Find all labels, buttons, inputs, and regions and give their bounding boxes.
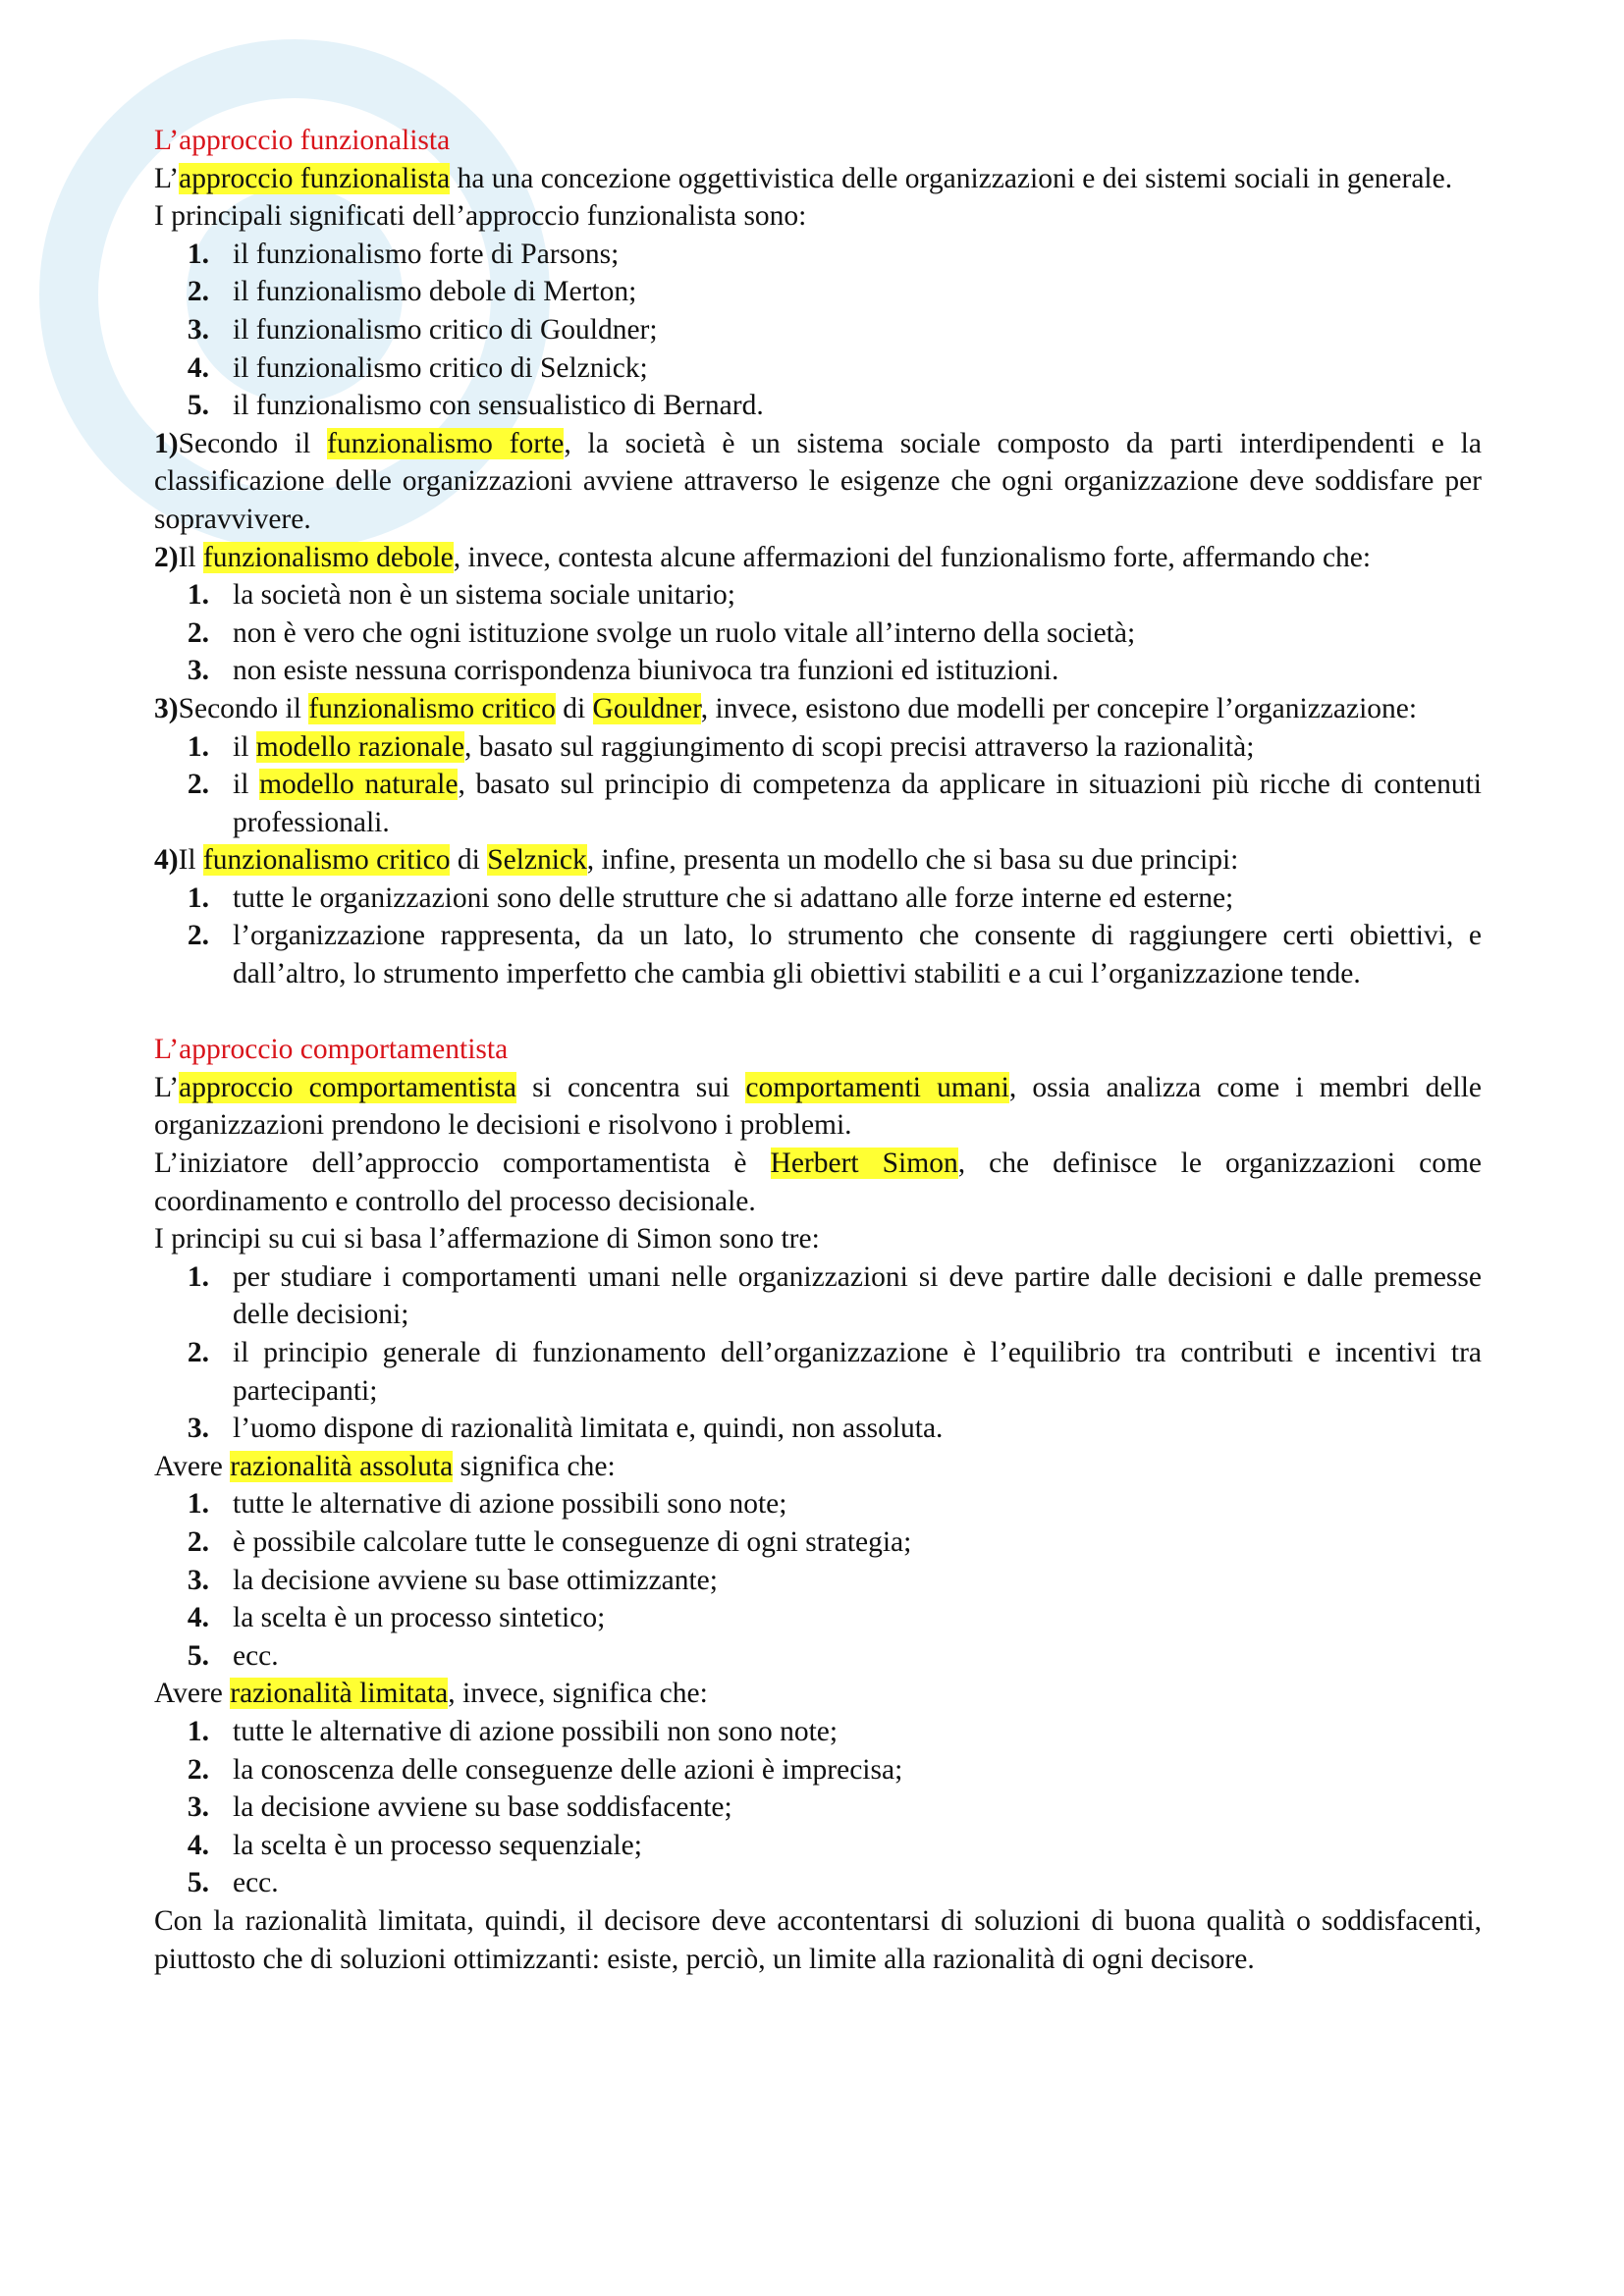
list-significati bbox=[154, 236, 1482, 425]
list-item: 3. non esiste nessuna corrispondenza biunivoca tra funzioni ed istituzioni. bbox=[187, 655, 1059, 687]
list-item: 2. l’organizzazione rappresenta, da un lato, lo strumento che consente di raggiungere certi obiettivi, e dall’altro, lo strumento imperfetto che cambia gli obiettivi stabiliti e a cui l’organizzazione tende. bbox=[187, 920, 1482, 990]
highlight: modello razionale bbox=[255, 730, 464, 763]
paragraph-lead-2: I principi su cui si basa l’affermazione di Simon sono tre: bbox=[154, 1223, 820, 1255]
list-item: 2. il principio generale di funzionamento dell’organizzazione è l’equilibrio tra contributi e incentivi tra partecipanti; bbox=[187, 1337, 1482, 1407]
list-item: 3. la decisione avviene su base soddisfacente; bbox=[187, 1791, 732, 1824]
list-assoluta bbox=[154, 1485, 1482, 1675]
highlight: Selznick bbox=[487, 844, 587, 877]
list-item: 5. ecc. bbox=[187, 1639, 279, 1672]
list-principi bbox=[154, 1258, 1482, 1448]
list-item: 2. non è vero che ogni istituzione svolge un ruolo vitale all’interno della società; bbox=[187, 616, 1136, 649]
highlight: Herbert Simon bbox=[770, 1148, 958, 1180]
paragraph-assoluta: Avere razionalità assoluta significa che: bbox=[154, 1450, 616, 1482]
document-page bbox=[154, 122, 1482, 1978]
highlight: modello naturale bbox=[259, 769, 459, 801]
highlight: razionalità assoluta bbox=[230, 1450, 454, 1482]
highlight: funzionalismo forte bbox=[327, 427, 565, 459]
list-item: 3. il funzionalismo critico di Gouldner; bbox=[187, 313, 658, 346]
paragraph-simon: L’iniziatore dell’approccio comportamentista è Herbert Simon, che definisce le organizzazioni come coordinamento e controllo del processo decisionale. bbox=[154, 1148, 1482, 1217]
highlight: approccio comportamentista bbox=[179, 1071, 516, 1103]
list-item: 1. per studiare i comportamenti umani nelle organizzazioni si deve partire dalle decisioni e dalle premesse delle decisioni; bbox=[187, 1260, 1482, 1331]
list-item: 1. il funzionalismo forte di Parsons; bbox=[187, 238, 620, 270]
highlight: approccio funzionalista bbox=[179, 162, 451, 194]
list-item: 4. la scelta è un processo sequenziale; bbox=[187, 1829, 642, 1861]
paragraph-debole: 2)Il funzionalismo debole, invece, contesta alcune affermazioni del funzionalismo forte, affermando che: bbox=[154, 541, 1372, 573]
list-item: 3. la decisione avviene su base ottimizzante; bbox=[187, 1564, 718, 1596]
highlight: razionalità limitata bbox=[230, 1678, 449, 1710]
list-item: 2. il funzionalismo debole di Merton; bbox=[187, 276, 637, 308]
list-item: 2. il modello naturale, basato sul principio di competenza da applicare in situazioni più ricche di contenuti professionali. bbox=[187, 769, 1482, 838]
list-debole bbox=[154, 576, 1482, 690]
highlight: comportamenti umani bbox=[745, 1071, 1009, 1103]
list-item: 5. ecc. bbox=[187, 1867, 279, 1899]
list-item: 2. la conoscenza delle conseguenze delle azioni è imprecisa; bbox=[187, 1753, 903, 1786]
list-item: 5. il funzionalismo con sensualistico di Bernard. bbox=[187, 390, 764, 422]
highlight: funzionalismo debole bbox=[202, 541, 454, 573]
paragraph-selznick: 4)Il funzionalismo critico di Selznick, infine, presenta un modello che si basa su due principi: bbox=[154, 844, 1239, 877]
list-item: 1. il modello razionale, basato sul raggiungimento di scopi precisi attraverso la razionalità; bbox=[187, 730, 1255, 763]
list-item: 1. tutte le alternative di azione possibili sono note; bbox=[187, 1488, 787, 1521]
paragraph-lead: I principali significati dell’approccio funzionalista sono: bbox=[154, 200, 807, 233]
section-title-comportamentista: L’approccio comportamentista bbox=[154, 1034, 509, 1066]
paragraph-intro-2: L’approccio comportamentista si concentra sui comportamenti umani, ossia analizza come i membri delle organizzazioni prendono le decisioni e risolvono i problemi. bbox=[154, 1071, 1482, 1142]
list-gouldner bbox=[154, 728, 1482, 842]
list-item: 1. la società non è un sistema sociale unitario; bbox=[187, 579, 736, 612]
list-item: 2. è possibile calcolare tutte le conseguenze di ogni strategia; bbox=[187, 1525, 912, 1558]
list-selznick bbox=[154, 880, 1482, 993]
list-item: 1. tutte le organizzazioni sono delle strutture che si adattano alle forze interne ed esterne; bbox=[187, 881, 1234, 914]
highlight: funzionalismo critico bbox=[202, 844, 451, 877]
list-item: 1. tutte le alternative di azione possibili non sono note; bbox=[187, 1715, 839, 1747]
list-item: 4. la scelta è un processo sintetico; bbox=[187, 1602, 606, 1634]
paragraph-conclusion: Con la razionalità limitata, quindi, il decisore deve accontentarsi di soluzioni di buona qualità o soddisfacenti, piuttosto che di soluzioni ottimizzanti: esiste, perciò, un limite alla razionalità di ogni decisore. bbox=[154, 1904, 1482, 1975]
highlight: Gouldner bbox=[592, 692, 701, 724]
paragraph-gouldner: 3)Secondo il funzionalismo critico di Gouldner, invece, esistono due modelli per concepire l’organizzazione: bbox=[154, 692, 1418, 724]
paragraph-forte: 1)Secondo il funzionalismo forte, la società è un sistema sociale composto da parti interdipendenti e la classificazione delle organizzazioni avviene attraverso le esigenze che ogni organizzazione deve soddisfare per sopravvivere. bbox=[154, 427, 1482, 535]
list-item: 4. il funzionalismo critico di Selznick; bbox=[187, 351, 648, 384]
highlight: funzionalismo critico bbox=[308, 692, 556, 724]
section-title-funzionalista: L’approccio funzionalista bbox=[154, 125, 451, 156]
paragraph-limitata: Avere razionalità limitata, invece, significa che: bbox=[154, 1678, 708, 1710]
list-limitata bbox=[154, 1713, 1482, 1902]
paragraph-intro: L’approccio funzionalista ha una concezione oggettivistica delle organizzazioni e dei sistemi sociali in generale. bbox=[154, 162, 1453, 194]
list-item: 3. l’uomo dispone di razionalità limitata e, quindi, non assoluta. bbox=[187, 1413, 944, 1445]
